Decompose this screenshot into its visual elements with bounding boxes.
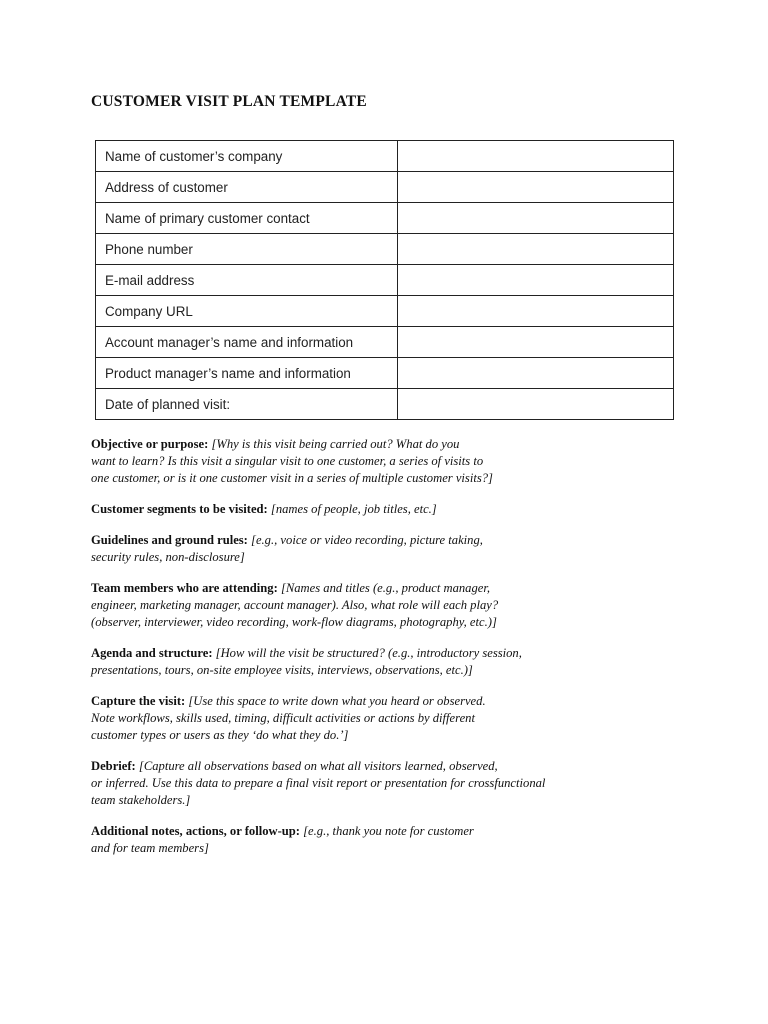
section-description-line: [Names and titles (e.g., product manager, bbox=[280, 581, 491, 595]
info-table-row bbox=[96, 203, 674, 234]
section-description-line: [e.g., voice or video recording, picture taking, bbox=[251, 533, 483, 547]
plan-sections bbox=[91, 436, 611, 871]
section-label: Debrief: bbox=[91, 759, 136, 773]
section-description-line: engineer, marketing manager, account manager). Also, what role will each play? bbox=[91, 598, 499, 612]
plan-section bbox=[91, 693, 611, 744]
info-row-value-field[interactable] bbox=[397, 234, 673, 265]
info-table-row bbox=[96, 296, 674, 327]
section-description-line: Note workflows, skills used, timing, difficult activities or actions by different bbox=[91, 711, 475, 725]
section-description-line: [How will the visit be structured? (e.g., introductory session, bbox=[215, 646, 522, 660]
plan-section bbox=[91, 532, 611, 566]
info-row-value-field[interactable] bbox=[397, 265, 673, 296]
section-description-line: want to learn? Is this visit a singular visit to one customer, a series of visits to bbox=[91, 454, 484, 468]
section-label: Objective or purpose: bbox=[91, 437, 209, 451]
info-row-label: Name of primary customer contact bbox=[96, 203, 398, 234]
info-table-row bbox=[96, 358, 674, 389]
info-row-value-field[interactable] bbox=[397, 172, 673, 203]
section-description-line: [Capture all observations based on what all visitors learned, observed, bbox=[138, 759, 498, 773]
info-row-value-field[interactable] bbox=[397, 358, 673, 389]
info-row-label: Date of planned visit: bbox=[96, 389, 398, 420]
info-table-row bbox=[96, 265, 674, 296]
section-description-line: [Why is this visit being carried out? What do you bbox=[211, 437, 460, 451]
section-description-line: customer types or users as they ‘do what they do.’] bbox=[91, 728, 349, 742]
customer-info-table bbox=[95, 140, 674, 420]
info-row-value-field[interactable] bbox=[397, 327, 673, 358]
info-table-row bbox=[96, 327, 674, 358]
info-row-label: Company URL bbox=[96, 296, 398, 327]
info-table-row bbox=[96, 141, 674, 172]
plan-section bbox=[91, 436, 611, 487]
info-row-label: Product manager’s name and information bbox=[96, 358, 398, 389]
section-description-line: security rules, non-disclosure] bbox=[91, 550, 245, 564]
section-label: Additional notes, actions, or follow-up: bbox=[91, 824, 300, 838]
info-row-label: Name of customer’s company bbox=[96, 141, 398, 172]
section-description-line: (observer, interviewer, video recording, work-flow diagrams, photography, etc.)] bbox=[91, 615, 497, 629]
info-table-row bbox=[96, 389, 674, 420]
section-description-line: presentations, tours, on-site employee visits, interviews, observations, etc.)] bbox=[91, 663, 473, 677]
info-table-row bbox=[96, 234, 674, 265]
info-row-value-field[interactable] bbox=[397, 296, 673, 327]
plan-section bbox=[91, 501, 611, 518]
section-description-line: and for team members] bbox=[91, 841, 209, 855]
info-row-label: E-mail address bbox=[96, 265, 398, 296]
section-description-line: team stakeholders.] bbox=[91, 793, 191, 807]
info-row-label: Phone number bbox=[96, 234, 398, 265]
info-table-row bbox=[96, 172, 674, 203]
page-title: CUSTOMER VISIT PLAN TEMPLATE bbox=[91, 93, 367, 110]
section-label: Team members who are attending: bbox=[91, 581, 278, 595]
plan-section bbox=[91, 580, 611, 631]
info-row-label: Address of customer bbox=[96, 172, 398, 203]
section-description-line: [names of people, job titles, etc.] bbox=[270, 502, 437, 516]
section-label: Customer segments to be visited: bbox=[91, 502, 268, 516]
section-description-line: [e.g., thank you note for customer bbox=[303, 824, 474, 838]
section-label: Agenda and structure: bbox=[91, 646, 213, 660]
info-row-label: Account manager’s name and information bbox=[96, 327, 398, 358]
section-label: Capture the visit: bbox=[91, 694, 186, 708]
plan-section bbox=[91, 823, 611, 857]
plan-section bbox=[91, 758, 611, 809]
section-label: Guidelines and ground rules: bbox=[91, 533, 248, 547]
info-row-value-field[interactable] bbox=[397, 389, 673, 420]
plan-section bbox=[91, 645, 611, 679]
section-description-line: one customer, or is it one customer visit in a series of multiple customer visits?] bbox=[91, 471, 493, 485]
info-row-value-field[interactable] bbox=[397, 141, 673, 172]
section-description-line: [Use this space to write down what you heard or observed. bbox=[188, 694, 486, 708]
info-row-value-field[interactable] bbox=[397, 203, 673, 234]
section-description-line: or inferred. Use this data to prepare a final visit report or presentation for crossfunctional bbox=[91, 776, 546, 790]
